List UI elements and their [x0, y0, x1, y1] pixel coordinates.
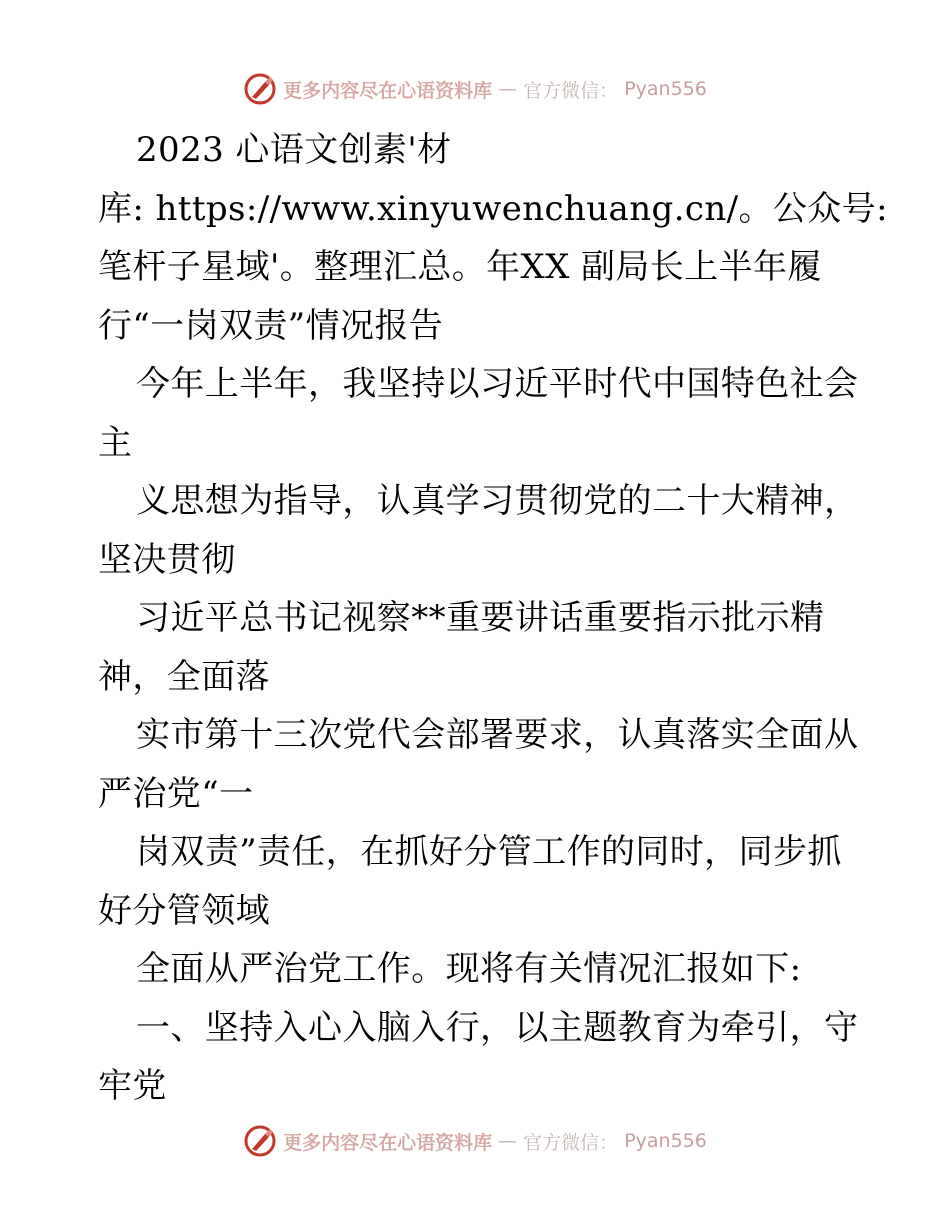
brush-logo-icon: [243, 72, 277, 106]
text-line: 主: [98, 422, 133, 463]
document-body: [98, 121, 888, 1116]
text-line: 神，全面落: [98, 656, 270, 697]
text-line: 一、坚持入心入脑入行，以主题教育为牵引，守: [136, 1007, 859, 1048]
text-line: 严治党“一: [98, 773, 254, 814]
text-line: 牢党: [98, 1066, 167, 1106]
watermark-wechat-id: Pyan556: [624, 78, 707, 100]
text-line: 全面从严治党工作。现将有关情况汇报如下:: [136, 949, 802, 989]
watermark-main-text: 更多内容尽在心语资料库: [283, 1131, 493, 1154]
text-line: 岗双责”责任，在抓好分管工作的同时，同步抓: [136, 832, 842, 872]
watermark-main-text: 更多内容尽在心语资料库: [283, 79, 493, 102]
text-line: 实市第十三次党代会部署要求，认真落实全面从: [136, 715, 859, 755]
watermark-wechat-id: Pyan556: [624, 1130, 707, 1152]
brush-logo-icon: [243, 1124, 277, 1158]
text-line: 坚决贯彻: [98, 539, 236, 580]
text-line: 库: https://www.xinyuwenchuang.cn/。公众号:: [98, 188, 888, 229]
footer-watermark: [0, 1124, 950, 1158]
watermark-sub-text: 官方微信：: [523, 79, 619, 102]
text-line: 行“一岗双责”情况报告: [98, 305, 444, 346]
watermark-dash: —: [498, 78, 518, 100]
text-line: 好分管领域: [98, 890, 270, 931]
text-line: 2023 心语文创素'材: [136, 130, 452, 170]
watermark-dash: —: [498, 1130, 518, 1152]
header-watermark: [0, 72, 950, 106]
text-line: 今年上半年，我坚持以习近平时代中国特色社会: [136, 364, 859, 404]
watermark-sub-text: 官方微信：: [523, 1131, 619, 1154]
text-line: 义思想为指导，认真学习贯彻党的二十大精神，: [136, 481, 859, 521]
text-line: 习近平总书记视察**重要讲话重要指示批示精: [136, 598, 825, 638]
text-line: 笔杆子星域'。整理汇总。年XX 副局长上半年履: [98, 247, 822, 287]
